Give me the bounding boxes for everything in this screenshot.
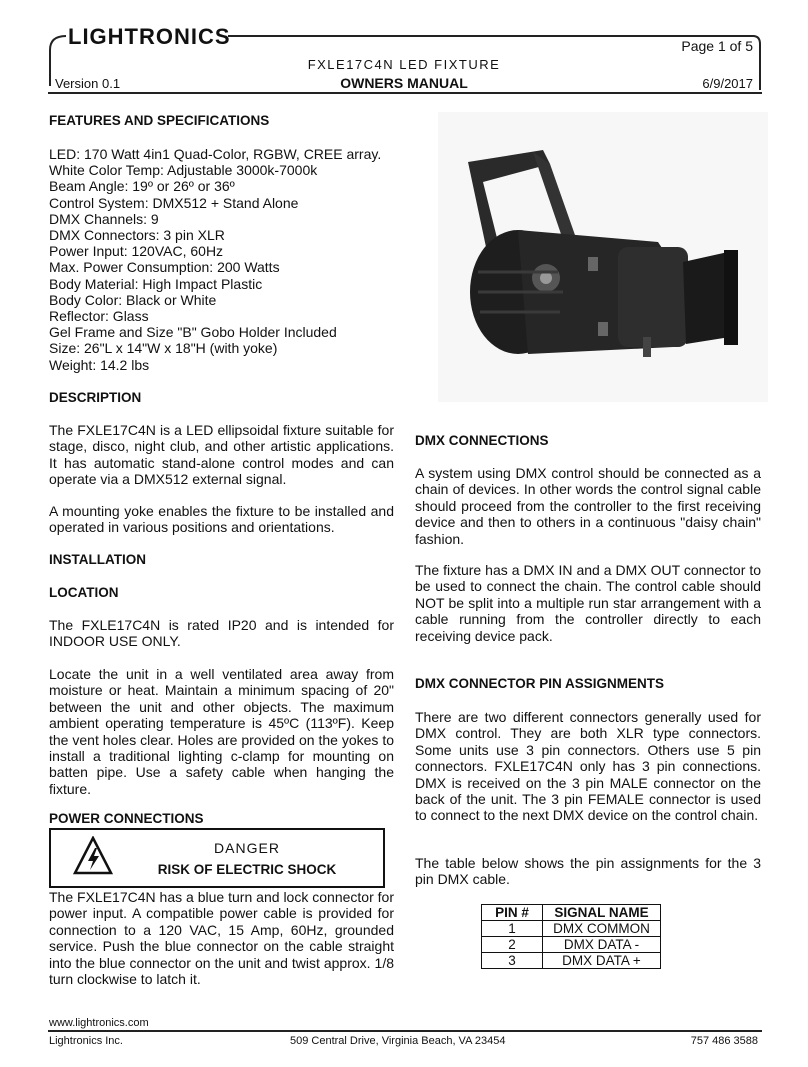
spec-item: Gel Frame and Size "B" Gobo Holder Included [49, 324, 337, 341]
spec-list [49, 146, 419, 373]
table-cell: 2 [482, 937, 543, 953]
table-cell: DMX COMMON [543, 921, 661, 937]
spec-item: Size: 26"L x 14"W x 18"H (with yoke) [49, 340, 278, 357]
footer-company: Lightronics Inc. [49, 1035, 123, 1047]
product-title: FXLE17C4N LED FIXTURE [307, 57, 501, 72]
footer-address: 509 Central Drive, Virginia Beach, VA 23454 [290, 1035, 506, 1047]
table-cell: 1 [482, 921, 543, 937]
column-header: PIN # [482, 905, 543, 921]
document-date: 6/9/2017 [702, 76, 753, 91]
spec-item: LED: 170 Watt 4in1 Quad-Color, RGBW, CREE array. [49, 146, 382, 162]
electric-shock-warning-icon [73, 836, 113, 876]
version-label: Version 0.1 [55, 76, 121, 91]
column-header: SIGNAL NAME [543, 905, 661, 921]
logo-text: LIGHTRONICS [68, 24, 231, 49]
pin-assignments-paragraph: The table below shows the pin assignments for the 3 pin DMX cable. [415, 855, 761, 888]
dmx-paragraph: The fixture has a DMX IN and a DMX OUT connector to be used to connect the chain. The control cable should NOT be split into a multiple run star arrangement with a cable running from the controller directly to each receiving device pack. [415, 562, 761, 644]
spec-item: DMX Channels: 9 [49, 210, 159, 227]
spec-item: White Color Temp: Adjustable 3000k-7000k [49, 162, 318, 179]
dmx-heading: DMX CONNECTIONS [415, 433, 549, 448]
header-rule [48, 92, 762, 94]
footer-rule [48, 1030, 762, 1032]
spec-item: Power Input: 120VAC, 60Hz [49, 243, 224, 260]
table-cell: 3 [482, 953, 543, 969]
page-number: Page 1 of 5 [681, 38, 753, 54]
footer-phone: 757 486 3588 [690, 1035, 758, 1047]
manual-title: OWNERS MANUAL [340, 75, 468, 91]
description-paragraph: The FXLE17C4N is a LED ellipsoidal fixture suitable for stage, disco, night club, and other artistic applications. It has automatic stand-alone control modes and can operate via a DMX512 external signal. [49, 422, 394, 488]
danger-warning-box [49, 828, 385, 888]
spec-item: Max. Power Consumption: 200 Watts [49, 259, 280, 276]
power-paragraph: The FXLE17C4N has a blue turn and lock connector for power input. A compatible power cable is provided for connection to a 120 VAC, 15 Amp, 60Hz, grounded service. Push the blue connector on the cable straight into the blue connector on the unit and twist approx. 1/8 turn clockwise to latch it. [49, 889, 394, 988]
location-paragraph: The FXLE17C4N is rated IP20 and is intended for INDOOR USE ONLY. [49, 617, 394, 650]
pin-assignment-table [481, 904, 661, 969]
spec-item: Body Material: High Impact Plastic [49, 275, 263, 292]
description-heading: DESCRIPTION [49, 390, 142, 405]
installation-heading: INSTALLATION [49, 552, 146, 567]
spec-item: Body Color: Black or White [49, 291, 217, 308]
table-cell: DMX DATA - [543, 937, 661, 953]
location-heading: LOCATION [49, 585, 119, 600]
location-paragraph: Locate the unit in a well ventilated area away from moisture or heat. Maintain a minimum spacing of 20" between the unit and other objects. The maximum ambient operating temperature is 45ºC (113ºF). Keep the vent holes clear. Holes are provided on the yokes to install a traditional lighting c-clamp for mounting on batten pipe. Use a safety cable when hanging the fixture. [49, 666, 394, 797]
table-row [482, 953, 661, 969]
pin-assignments-paragraph: There are two different connectors generally used for DMX control. They are both XLR type connectors. Some units use 3 pin connectors. Others use 5 pin connectors. FXLE17C4N only has 3 pin connections. DMX is received on the 3 pin MALE connector on the back of the unit. The 3 pin FEMALE connector is used to connect to the next DMX device on the control chain. [415, 709, 761, 824]
table-cell: DMX DATA + [543, 953, 661, 969]
product-photo [438, 112, 768, 402]
footer-url[interactable]: www.lightronics.com [49, 1017, 149, 1029]
power-heading: POWER CONNECTIONS [49, 811, 204, 826]
dmx-paragraph: A system using DMX control should be connected as a chain of devices. In other words the control signal cable should proceed from the controller to the first receiving device and then to others in a continuous "daisy chain" fashion. [415, 465, 761, 547]
danger-subtitle: RISK OF ELECTRIC SHOCK [157, 862, 337, 877]
spec-item: Reflector: Glass [49, 308, 149, 325]
spec-item: Control System: DMX512 + Stand Alone [49, 194, 299, 211]
table-row [482, 937, 661, 953]
spec-item: DMX Connectors: 3 pin XLR [49, 227, 225, 244]
pin-assignments-heading: DMX CONNECTOR PIN ASSIGNMENTS [415, 676, 665, 691]
description-paragraph: A mounting yoke enables the fixture to be installed and operated in various positions and orientations. [49, 503, 394, 536]
features-heading: FEATURES AND SPECIFICATIONS [49, 113, 270, 128]
table-header-row [482, 905, 661, 921]
table-row [482, 921, 661, 937]
spec-item: Weight: 14.2 lbs [49, 356, 150, 373]
spec-item: Beam Angle: 19º or 26º or 36º [49, 178, 235, 195]
danger-title: DANGER [214, 840, 280, 856]
